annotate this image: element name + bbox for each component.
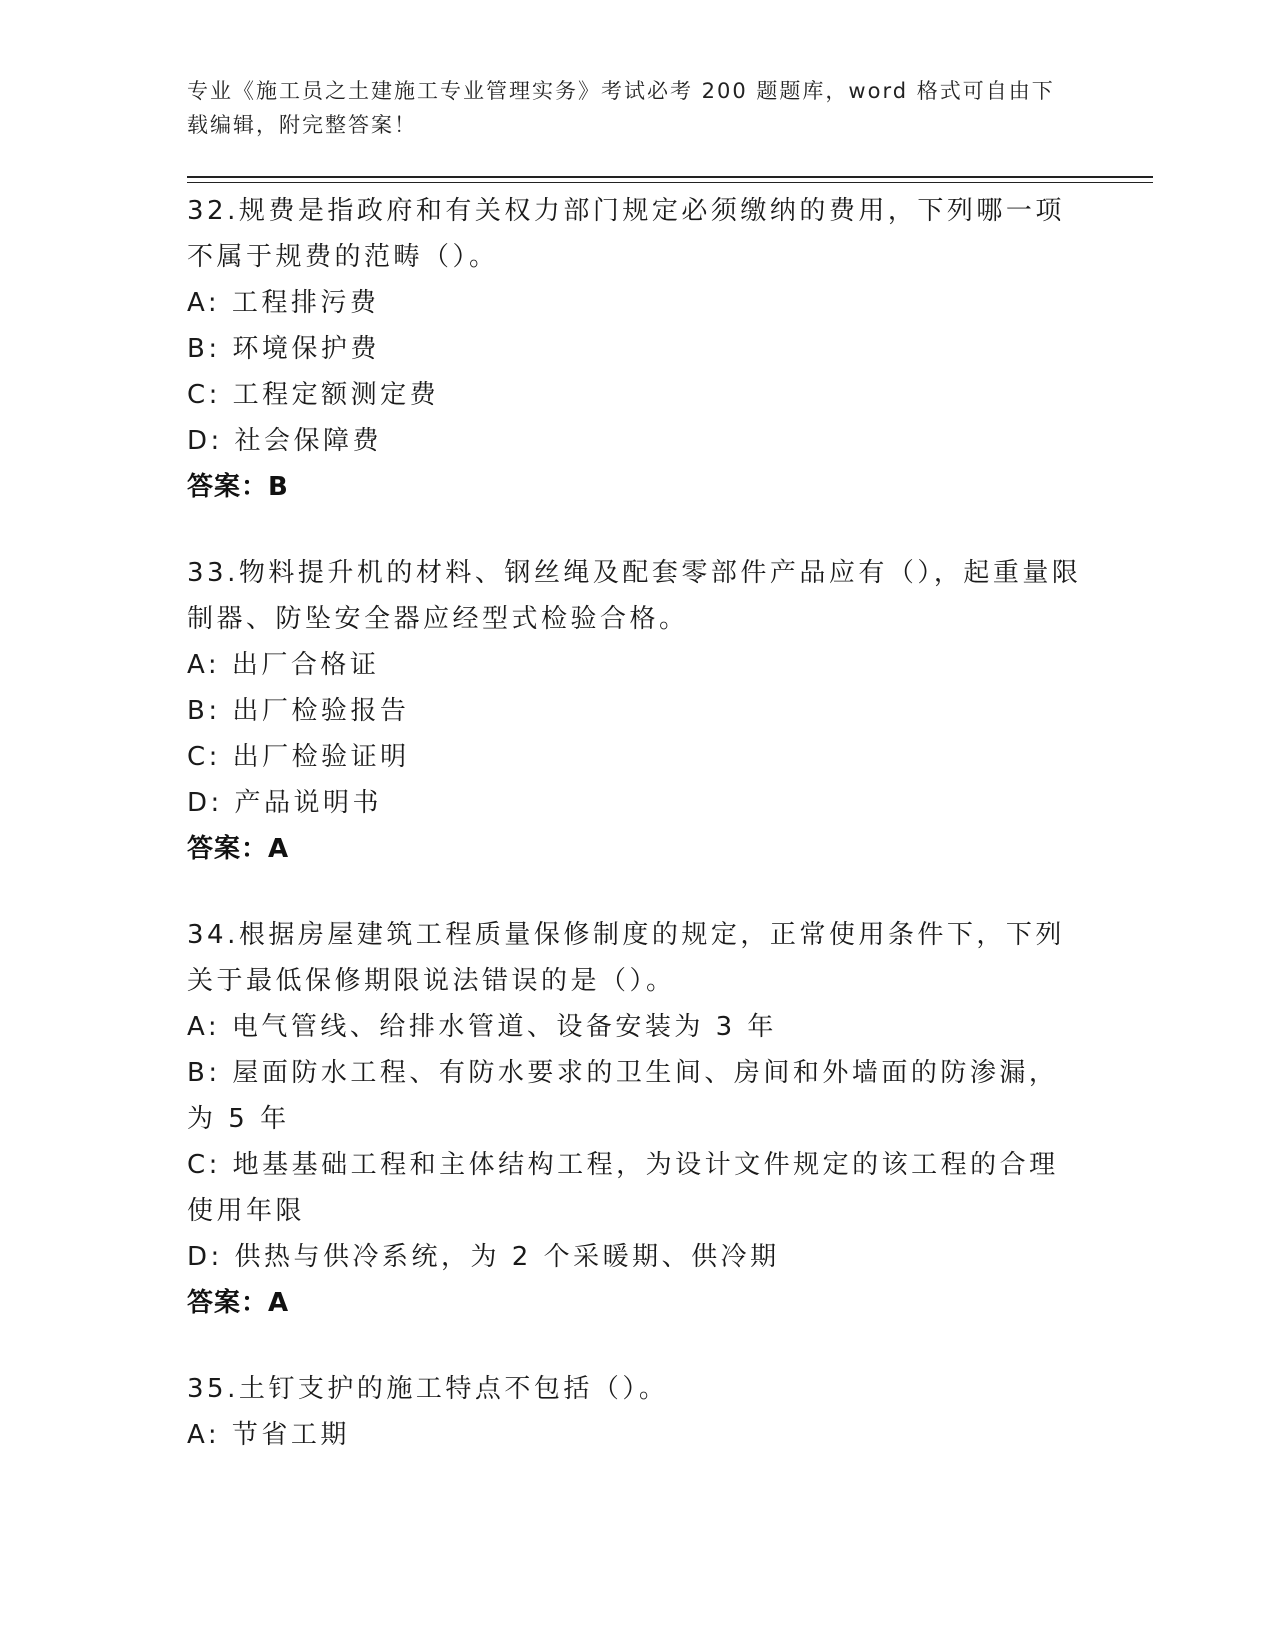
question-34 [187,912,1087,1326]
question-stem: 33.物料提升机的材料、钢丝绳及配套零部件产品应有（），起重量限制器、防坠安全器应经型式检验合格。 [187,558,1082,634]
option-c: C: 出厂检验证明 [187,742,410,772]
question-list [187,188,1087,1498]
answer-label: 答案：A [187,1288,290,1318]
header-divider-thick [187,176,1153,178]
option-d: D: 社会保障费 [187,426,383,456]
option-a: A: 工程排污费 [187,288,380,318]
option-b: B: 环境保护费 [187,334,380,364]
document-header-title: 专业《施工员之土建施工专业管理实务》考试必考 200 题题库，word 格式可自由下载编辑，附完整答案！ [187,79,1055,137]
question-32 [187,188,1087,510]
option-a: A: 节省工期 [187,1420,350,1450]
option-a: A: 电气管线、给排水管道、设备安装为 3 年 [187,1012,777,1042]
option-b: B: 屋面防水工程、有防水要求的卫生间、房间和外墙面的防渗漏，为 5 年 [187,1058,1059,1134]
question-stem: 34.根据房屋建筑工程质量保修制度的规定，正常使用条件下，下列关于最低保修期限说法错误的是（）。 [187,920,1065,996]
question-35 [187,1366,1087,1458]
option-d: D: 供热与供冷系统，为 2 个采暖期、供冷期 [187,1242,780,1272]
option-b: B: 出厂检验报告 [187,696,410,726]
option-c: C: 工程定额测定费 [187,380,440,410]
option-c: C: 地基基础工程和主体结构工程，为设计文件规定的该工程的合理使用年限 [187,1150,1059,1226]
question-33 [187,550,1087,872]
question-stem: 35.土钉支护的施工特点不包括（）。 [187,1374,669,1404]
question-stem: 32.规费是指政府和有关权力部门规定必须缴纳的费用，下列哪一项不属于规费的范畴（）。 [187,196,1065,272]
option-a: A: 出厂合格证 [187,650,380,680]
option-d: D: 产品说明书 [187,788,383,818]
header-divider-thin [187,182,1153,183]
answer-label: 答案：A [187,834,290,864]
answer-label: 答案：B [187,472,289,502]
